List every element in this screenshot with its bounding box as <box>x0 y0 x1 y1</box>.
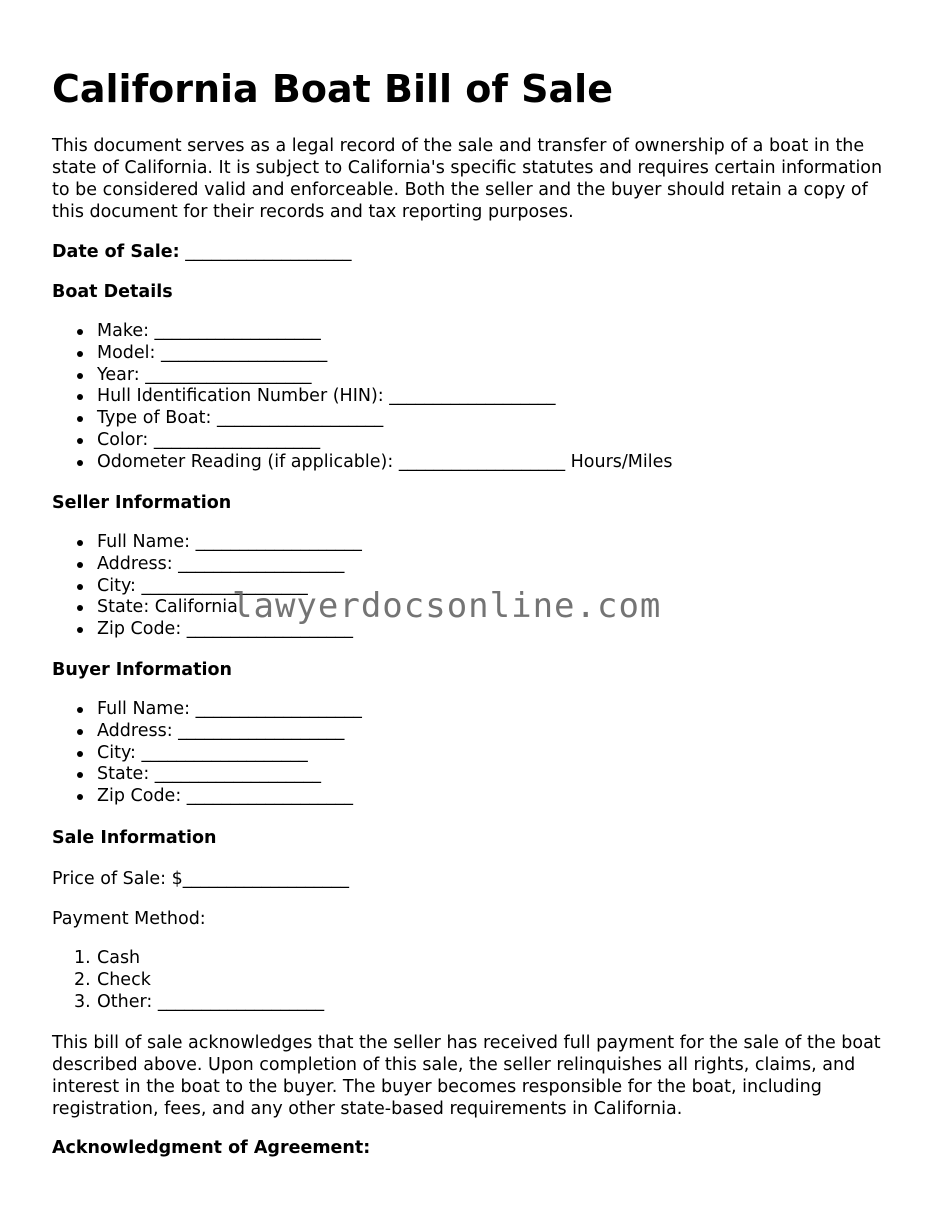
boat-type-item: Type of Boat: ___________________ <box>52 408 673 430</box>
price-of-sale-line: Price of Sale: $___________________ <box>52 869 349 889</box>
sale-information-heading: Sale Information <box>52 828 217 848</box>
boat-details-heading: Boat Details <box>52 282 173 302</box>
payment-method-check <box>52 970 324 992</box>
payment-method-text: Other: ___________________ <box>97 991 325 1012</box>
payment-method-list <box>52 948 324 1013</box>
seller-state-item: State: California <box>52 597 362 619</box>
payment-method-label: Payment Method: <box>52 909 206 929</box>
seller-information-heading: Seller Information <box>52 493 232 513</box>
date-of-sale-label: Date of Sale: <box>52 242 180 262</box>
watermark-text: lawyerdocsonline.com <box>232 586 662 626</box>
date-of-sale-blank: ___________________ <box>179 242 352 262</box>
payment-method-cash <box>52 948 324 970</box>
boat-color-item: Color: ___________________ <box>52 430 673 452</box>
buyer-city-item: City: ___________________ <box>52 743 362 765</box>
seller-city-item: City: ___________________ <box>52 576 362 598</box>
date-of-sale-line <box>52 241 352 263</box>
closing-paragraph: This bill of sale acknowledges that the seller has received full payment for the sale of the boat described above. Upon completion of this sale, the seller relinquishes all rights, claims, and interest in the boat to the buyer. The buyer becomes responsible for the boat, including registration, fees, and any other state-based requirements in California. <box>52 1033 881 1119</box>
buyer-full-name-item: Full Name: ___________________ <box>52 699 362 721</box>
payment-method-other <box>52 992 324 1014</box>
boat-hin-item: Hull Identification Number (HIN): ___________________ <box>52 386 673 408</box>
list-number: 1. <box>74 948 91 968</box>
buyer-state-item: State: ___________________ <box>52 764 362 786</box>
buyer-address-item: Address: ___________________ <box>52 721 362 743</box>
buyer-information-heading: Buyer Information <box>52 660 232 680</box>
page-title: California Boat Bill of Sale <box>52 67 613 111</box>
list-number: 2. <box>74 969 91 990</box>
boat-make-item: Make: ___________________ <box>52 321 673 343</box>
payment-method-text: Cash <box>97 948 141 968</box>
payment-method-text: Check <box>97 969 151 990</box>
boat-details-list <box>52 321 673 474</box>
seller-full-name-item: Full Name: ___________________ <box>52 532 362 554</box>
buyer-zip-item: Zip Code: ___________________ <box>52 786 362 808</box>
boat-odometer-item: Odometer Reading (if applicable): ___________________ Hours/Miles <box>52 452 673 474</box>
buyer-information-list <box>52 699 362 808</box>
boat-year-item: Year: ___________________ <box>52 365 673 387</box>
list-number: 3. <box>74 991 91 1012</box>
seller-zip-item: Zip Code: ___________________ <box>52 619 362 641</box>
boat-model-item: Model: ___________________ <box>52 343 673 365</box>
intro-paragraph: This document serves as a legal record of the sale and transfer of ownership of a boat in the state of California. It is subject to California's specific statutes and requires certain information to be considered valid and enforceable. Both the seller and the buyer should retain a copy of this document for their records and tax reporting purposes. <box>52 136 883 222</box>
seller-address-item: Address: ___________________ <box>52 554 362 576</box>
acknowledgment-heading: Acknowledgment of Agreement: <box>52 1138 371 1158</box>
